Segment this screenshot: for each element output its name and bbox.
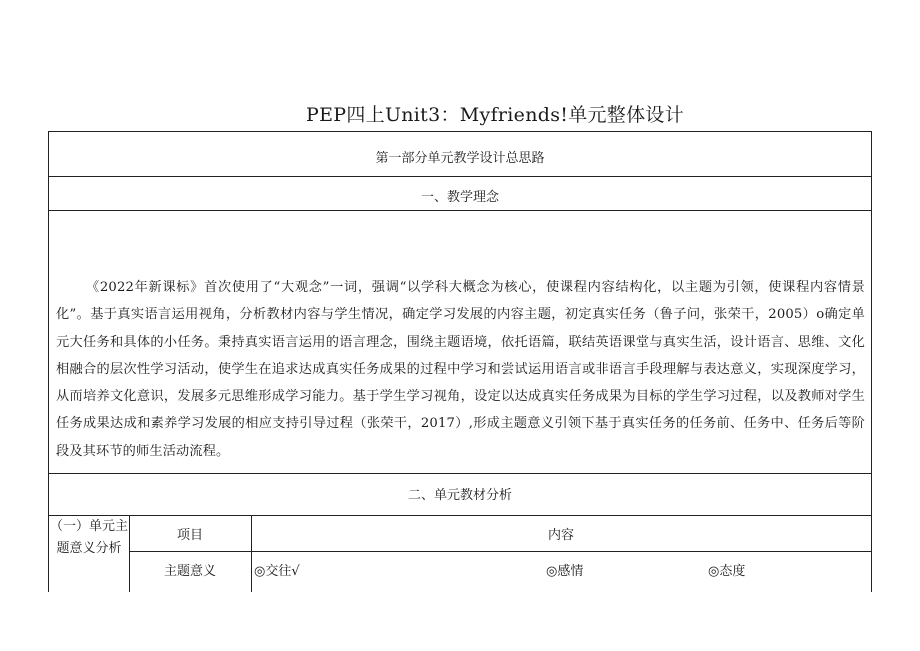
option-attitude: ◎态度 <box>708 564 746 579</box>
row-item-theme-meaning: 主题意义 <box>163 564 216 579</box>
row-divider <box>129 551 871 552</box>
row-header-theme-analysis: （一）单元主题意义分析 <box>49 519 128 556</box>
part2-heading: 二、单元教材分析 <box>407 488 512 503</box>
section-heading: 第一部分单元教学设计总思路 <box>375 151 545 166</box>
column-header-content: 内容 <box>547 528 574 543</box>
row-divider <box>49 176 871 177</box>
option-interaction: ◎交往√ <box>254 564 300 579</box>
teaching-philosophy-paragraph: 《2022年新课标》首次使用了“大观念”一词，强调“以学科大概念为核心，使课程内容结构化，以主题为引领，使课程内容情景化”。基于真实语言运用视角，分析教材内容与学生情况，确定学习发展的内容主题，初定真实任务（鲁子问，张荣干，2005）o确定单元大任务和具体的小任务。秉持真实语言运用的语言理念，围绕主题语境，依托语篇，联结英语课堂与真实生活，设计语言、思维、文化相融合的层次性学习活动，使学生在追求达成真实任务成果的过程中学习和尝试运用语言或非语言手段理解与表达意义，实现深度学习，从而培养文化意识，发展多元思维形成学习能力。基于学生学习视角，设定以达成真实任务成果为目标的学生学习过程，以及教师对学生任务成果达成和素养学习发展的相应支持引导过程（张荣干，2017）,形成主题意义引领下基于真实任务的任务前、任务中、任务后等阶段及其环节的师生活动流程。 <box>56 280 865 459</box>
row-divider <box>49 210 871 211</box>
row-divider <box>49 473 871 474</box>
row-divider <box>49 515 871 516</box>
option-emotion: ◎感情 <box>546 564 584 579</box>
design-table <box>48 131 872 592</box>
column-header-item: 项目 <box>176 528 203 543</box>
document-title: PEP四上Unit3：Myfriends!单元整体设计 <box>306 104 684 126</box>
part1-heading: 一、教学理念 <box>420 190 499 205</box>
